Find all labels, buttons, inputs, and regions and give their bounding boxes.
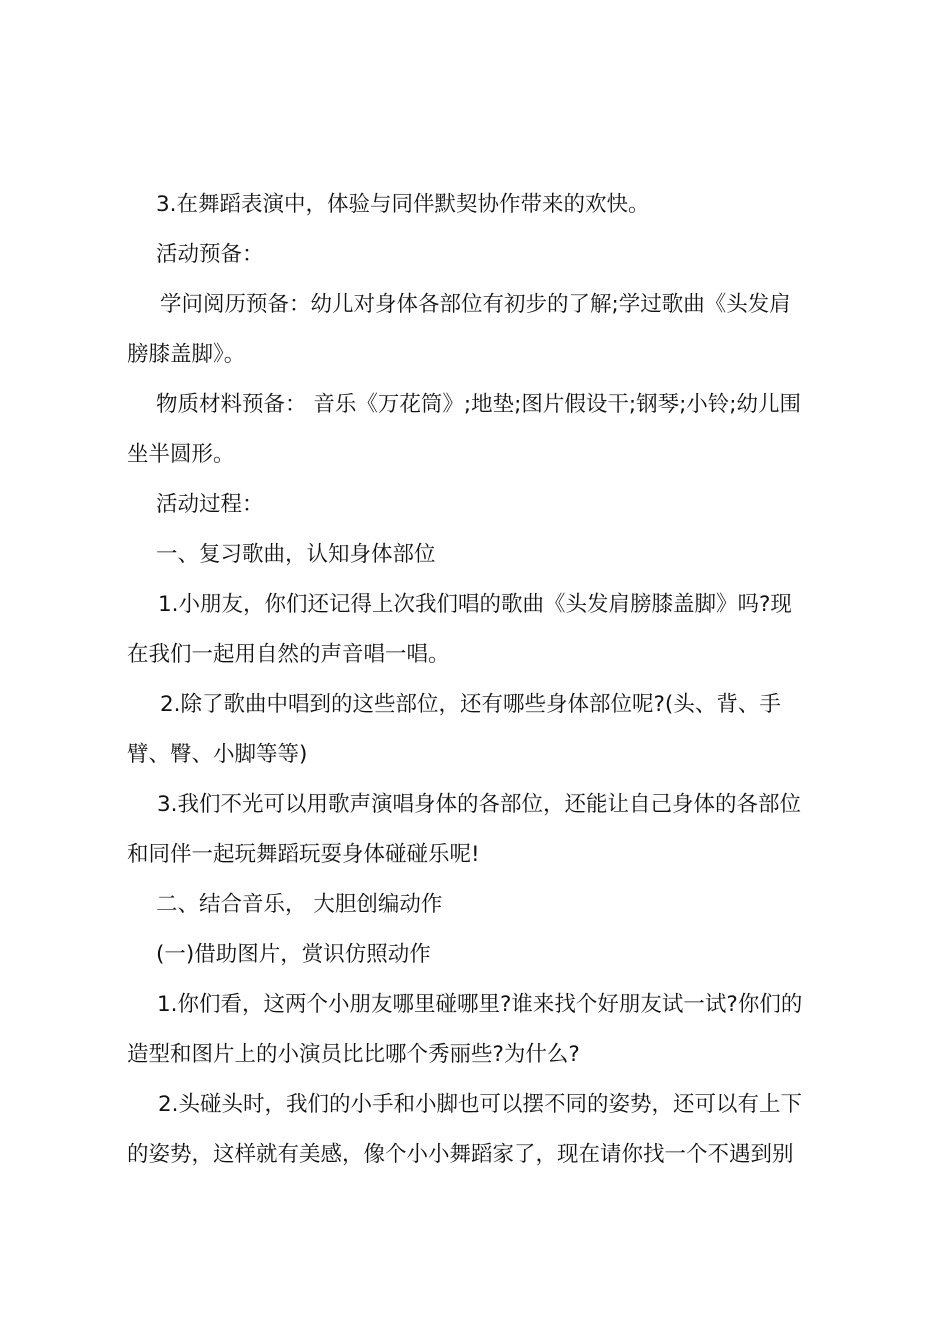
text-line: 物质材料预备： 音乐《万花筒》;地垫;图片假设干;钢琴;小铃;幼儿围 [156, 392, 802, 417]
text-line: 1.你们看，这两个小朋友哪里碰哪里?谁来找个好朋友试一试?你们的 [157, 992, 803, 1017]
text-line: 的姿势，这样就有美感，像个小小舞蹈家了，现在请你找一个不遇到别 [127, 1142, 794, 1167]
text-line: 臂、臀、小脚等等) [127, 742, 308, 767]
text-line: 3.在舞蹈表演中，体验与同伴默契协作带来的欢快。 [156, 192, 650, 217]
text-line: 活动预备： [156, 242, 264, 267]
text-line: 坐半圆形。 [127, 442, 235, 467]
text-line: 一、复习歌曲，认知身体部位 [156, 542, 436, 567]
text-line: 和同伴一起玩舞蹈玩耍身体碰碰乐呢! [127, 842, 480, 867]
text-line: 在我们一起用自然的声音唱一唱。 [127, 642, 450, 667]
text-line: 1.小朋友，你们还记得上次我们唱的歌曲《头发肩膀膝盖脚》吗?现 [158, 592, 792, 617]
text-line: 2.除了歌曲中唱到的这些部位，还有哪些身体部位呢?(头、背、手 [160, 692, 781, 717]
text-line: 造型和图片上的小演员比比哪个秀丽些?为什么? [127, 1042, 580, 1067]
text-line: 2.头碰头时，我们的小手和小脚也可以摆不同的姿势，还可以有上下 [158, 1092, 803, 1117]
text-line: 学问阅历预备：幼儿对身体各部位有初步的了解;学过歌曲《头发肩 [160, 292, 791, 317]
text-line: 二、结合音乐， 大胆创编动作 [156, 892, 443, 917]
text-line: 膀膝盖脚》。 [127, 342, 246, 367]
text-line: (一)借助图片，赏识仿照动作 [156, 942, 431, 967]
text-line: 3.我们不光可以用歌声演唱身体的各部位，还能让自己身体的各部位 [157, 792, 802, 817]
text-line: 活动过程： [156, 492, 264, 517]
